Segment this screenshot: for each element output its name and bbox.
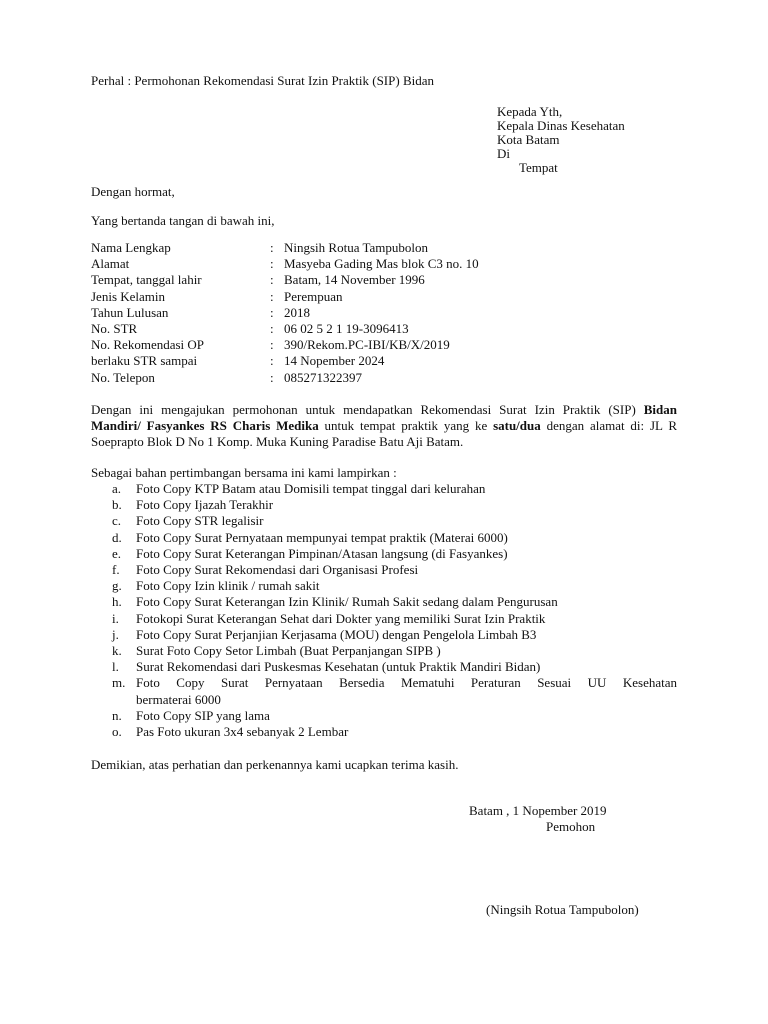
applicant-label: Pemohon: [546, 819, 596, 834]
identity-row: [91, 321, 479, 337]
identity-colon: :: [270, 272, 274, 288]
identity-row: [91, 289, 479, 305]
request-text: Dengan ini mengajukan permohonan untuk mendapatkan Rekomendasi Surat Izin Praktik (SIP): [91, 402, 644, 417]
list-item: [112, 481, 677, 497]
list-letter: n.: [112, 707, 122, 723]
list-text: Foto Copy SIP yang lama: [136, 707, 270, 723]
list-letter: k.: [112, 643, 122, 659]
request-paragraph: [91, 402, 677, 451]
identity-colon: :: [270, 288, 274, 304]
closing-sentence: Demikian, atas perhatian dan perkenannya kami ucapkan terima kasih.: [91, 757, 459, 772]
identity-label: Alamat: [91, 256, 130, 272]
list-text: Foto Copy Ijazah Terakhir: [136, 497, 274, 513]
recipient-line: Kota Batam: [497, 132, 560, 147]
identity-row: [91, 272, 479, 288]
identity-colon: :: [270, 353, 274, 369]
identity-label: berlaku STR sampai: [91, 353, 198, 369]
list-item: [112, 724, 677, 740]
identity-label: Tahun Lulusan: [91, 304, 169, 320]
list-item-continuation: bermaterai 6000: [136, 691, 221, 707]
identity-colon: :: [270, 337, 274, 353]
identity-value: Masyeba Gading Mas blok C3 no. 10: [284, 256, 479, 272]
request-practice-order: satu/dua: [493, 418, 541, 434]
identity-value: Perempuan: [284, 288, 343, 304]
identity-value: 06 02 5 2 1 19-3096413: [284, 321, 409, 337]
identity-colon: :: [270, 369, 274, 385]
list-letter: b.: [112, 497, 122, 513]
list-text: Surat Foto Copy Setor Limbah (Buat Perpanjangan SIPB ): [136, 643, 441, 659]
attachments-title: Sebagai bahan pertimbangan bersama ini kami lampirkan :: [91, 465, 397, 480]
list-item: [112, 708, 677, 724]
list-item: [112, 513, 677, 529]
list-item: [112, 530, 677, 546]
list-item: [112, 497, 677, 513]
identity-row: [91, 370, 479, 386]
identity-value: Batam, 14 November 1996: [284, 272, 425, 288]
list-text: Foto Copy Surat Pernyataan mempunyai tempat praktik (Materai 6000): [136, 529, 508, 545]
identity-row: [91, 337, 479, 353]
identity-colon: :: [270, 256, 274, 272]
request-text: dengan alamat di: JL R Soeprapto Blok D No 1 Komp. Muka Kuning Paradise Batu Aji Batam.: [91, 418, 677, 450]
identity-label: No. Rekomendasi OP: [91, 337, 205, 353]
list-letter: l.: [112, 659, 119, 675]
list-item: [112, 562, 677, 578]
list-letter: i.: [112, 610, 119, 626]
identity-colon: :: [270, 240, 274, 255]
recipient-line: Kepada Yth,: [497, 104, 563, 119]
list-text: Foto Copy Izin klinik / rumah sakit: [136, 578, 320, 594]
request-practice-name: Bidan Mandiri/ Fasyankes RS Charis Medika: [91, 402, 677, 434]
identity-value: 390/Rekom.PC-IBI/KB/X/2019: [284, 337, 450, 353]
list-item: [112, 659, 677, 675]
subject-line: Perhal : Permohonan Rekomendasi Surat Izin Praktik (SIP) Bidan: [91, 73, 435, 88]
list-text: Foto Copy Surat Rekomendasi dari Organisasi Profesi: [136, 562, 419, 578]
list-text: Foto Copy STR legalisir: [136, 513, 264, 529]
identity-label: Tempat, tanggal lahir: [91, 272, 202, 288]
list-text: Foto Copy Surat Perjanjian Kerjasama (MOU) dengan Pengelola Limbah B3: [136, 626, 537, 642]
identity-value: Ningsih Rotua Tampubolon: [284, 240, 429, 255]
list-text: Fotokopi Surat Keterangan Sehat dari Dokter yang memiliki Surat Izin Praktik: [136, 610, 546, 626]
list-letter: a.: [112, 481, 122, 496]
identity-label: No. STR: [91, 321, 138, 337]
list-letter: e.: [112, 545, 122, 561]
list-text: Foto Copy Surat Keterangan Pimpinan/Atasan langsung (di Fasyankes): [136, 545, 508, 561]
identity-label: Jenis Kelamin: [91, 288, 166, 304]
list-item: [112, 594, 677, 610]
list-letter: j.: [112, 626, 119, 642]
list-letter: h.: [112, 594, 122, 610]
list-item: [112, 611, 677, 627]
identity-value: 14 Nopember 2024: [284, 353, 385, 369]
greeting: Dengan hormat,: [91, 184, 175, 199]
list-text: Foto Copy Surat Keterangan Izin Klinik/ Rumah Sakit sedang dalam Pengurusan: [136, 594, 558, 610]
list-letter: g.: [112, 578, 122, 594]
identity-label: No. Telepon: [91, 369, 155, 385]
list-item: [112, 546, 677, 562]
recipient-line: Tempat: [519, 160, 558, 175]
list-text: Surat Rekomendasi dari Puskesmas Kesehatan (untuk Praktik Mandiri Bidan): [136, 659, 541, 675]
list-item: [112, 627, 677, 643]
identity-row: [91, 353, 479, 369]
identity-colon: :: [270, 304, 274, 320]
identity-row: [91, 256, 479, 272]
identity-colon: :: [270, 321, 274, 337]
list-item: [112, 578, 677, 594]
list-letter: f.: [112, 562, 120, 578]
intro-sentence: Yang bertanda tangan di bawah ini,: [91, 213, 275, 228]
recipient-address: [497, 105, 625, 175]
identity-row: [91, 240, 479, 256]
recipient-line: Di: [497, 146, 510, 161]
identity-value: 085271322397: [284, 369, 362, 385]
attachments-list: [112, 481, 677, 740]
list-letter: c.: [112, 513, 122, 529]
list-letter: o.: [112, 724, 122, 740]
signer-name: (Ningsih Rotua Tampubolon): [486, 902, 639, 917]
list-letter: m.: [112, 675, 126, 691]
identity-row: [91, 305, 479, 321]
identity-value: 2018: [284, 304, 310, 320]
list-item: [112, 675, 677, 691]
request-text: untuk tempat praktik yang ke: [318, 418, 494, 434]
list-text: Pas Foto ukuran 3x4 sebanyak 2 Lembar: [136, 724, 349, 740]
identity-label: Nama Lengkap: [91, 240, 171, 255]
place-date: Batam , 1 Nopember 2019: [469, 803, 607, 818]
list-text: Foto Copy Surat Pernyataan Bersedia Mematuhi Peraturan Sesuai UU Kesehatan: [136, 675, 677, 691]
identity-table: [91, 240, 479, 386]
list-text: Foto Copy KTP Batam atau Domisili tempat tinggal dari kelurahan: [136, 481, 486, 496]
recipient-line: Kepala Dinas Kesehatan: [497, 118, 625, 133]
list-letter: d.: [112, 529, 122, 545]
list-item: [112, 643, 677, 659]
